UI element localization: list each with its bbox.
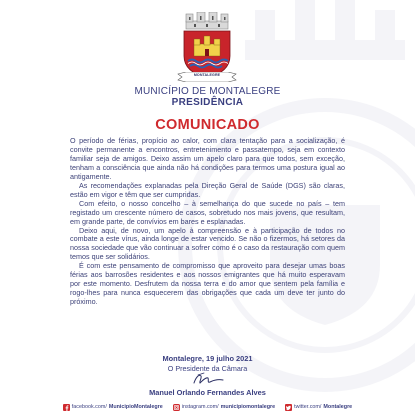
facebook-handle: MunicipioMontalegre [108, 404, 163, 410]
office-name: PRESIDÊNCIA [171, 97, 244, 108]
paragraph-4: Deixo aqui, de novo, um apelo à compreensão e à participação de todos no combate a este vírus, ainda longe de estar vencido. Se não o fizermos, há setores da nossa sociedade que vão continuar a sofrer como é o caso da restauração com quem temos que ser solidários. [70, 225, 345, 262]
handwritten-signature [190, 371, 226, 387]
facebook-prefix: facebook.com/ [71, 404, 107, 410]
place-and-date: Montalegre, 19 julho 2021 [162, 354, 253, 363]
facebook-icon [63, 404, 70, 411]
signer-name: Manuel Orlando Fernandes Alves [149, 388, 266, 397]
paragraph-2: As recomendações explanadas pela Direção Geral de Saúde (DGS) são claras, estão em vigor e têm que ser cumpridas. [70, 180, 345, 199]
paragraph-1: O período de férias, propício ao calor, com clara tentação para a socialização, é convite permanente a encontros, entretenimento e passatempo, seja em contexto familiar seja de amigos. Deixo assim um apelo claro para que todos, sem exceção, tenham a consciência que ainda não há condições para termos uma postura igual ao antigamente. [70, 136, 345, 181]
municipality-name: MUNICÍPIO DE MONTALEGRE [134, 86, 281, 97]
crest-ribbon-text: MONTALEGRE [193, 73, 221, 77]
watermark-seal-top [215, 0, 415, 100]
facebook-link[interactable] [63, 404, 163, 411]
instagram-link[interactable] [173, 404, 275, 411]
paragraph-3: Com efeito, o nosso concelho – à semelhança do que sucede no país – tem registado um crescente número de casos, sobretudo nos mais jovens, que resultam, em grande parte, de convívios em bares e esplanadas. [70, 198, 345, 226]
twitter-prefix: twitter.com/ [294, 404, 322, 410]
paragraph-5: É com este pensamento de compromisso que aproveito para desejar umas boas férias aos barrosões residentes e aos nossos emigrantes que há muito esperavam por este momento. Desfrutem da nossa terra e do amor que sentem pela família e rogo-lhes para nunca esquecerem das obrigações que cada um deve ter junto do próximo. [70, 261, 345, 307]
communique-body [70, 137, 345, 307]
instagram-icon [173, 404, 180, 411]
social-footer [0, 401, 415, 413]
municipal-coat-of-arms-icon [176, 12, 238, 80]
twitter-icon [285, 404, 292, 411]
twitter-handle: Montalegre [323, 404, 353, 410]
signer-role: O Presidente da Câmara [167, 364, 248, 373]
document-title: COMUNICADO [155, 117, 260, 133]
twitter-link[interactable] [285, 404, 352, 411]
instagram-prefix: instagram.com/ [181, 404, 219, 410]
instagram-handle: municipiomontalegre [220, 404, 276, 410]
